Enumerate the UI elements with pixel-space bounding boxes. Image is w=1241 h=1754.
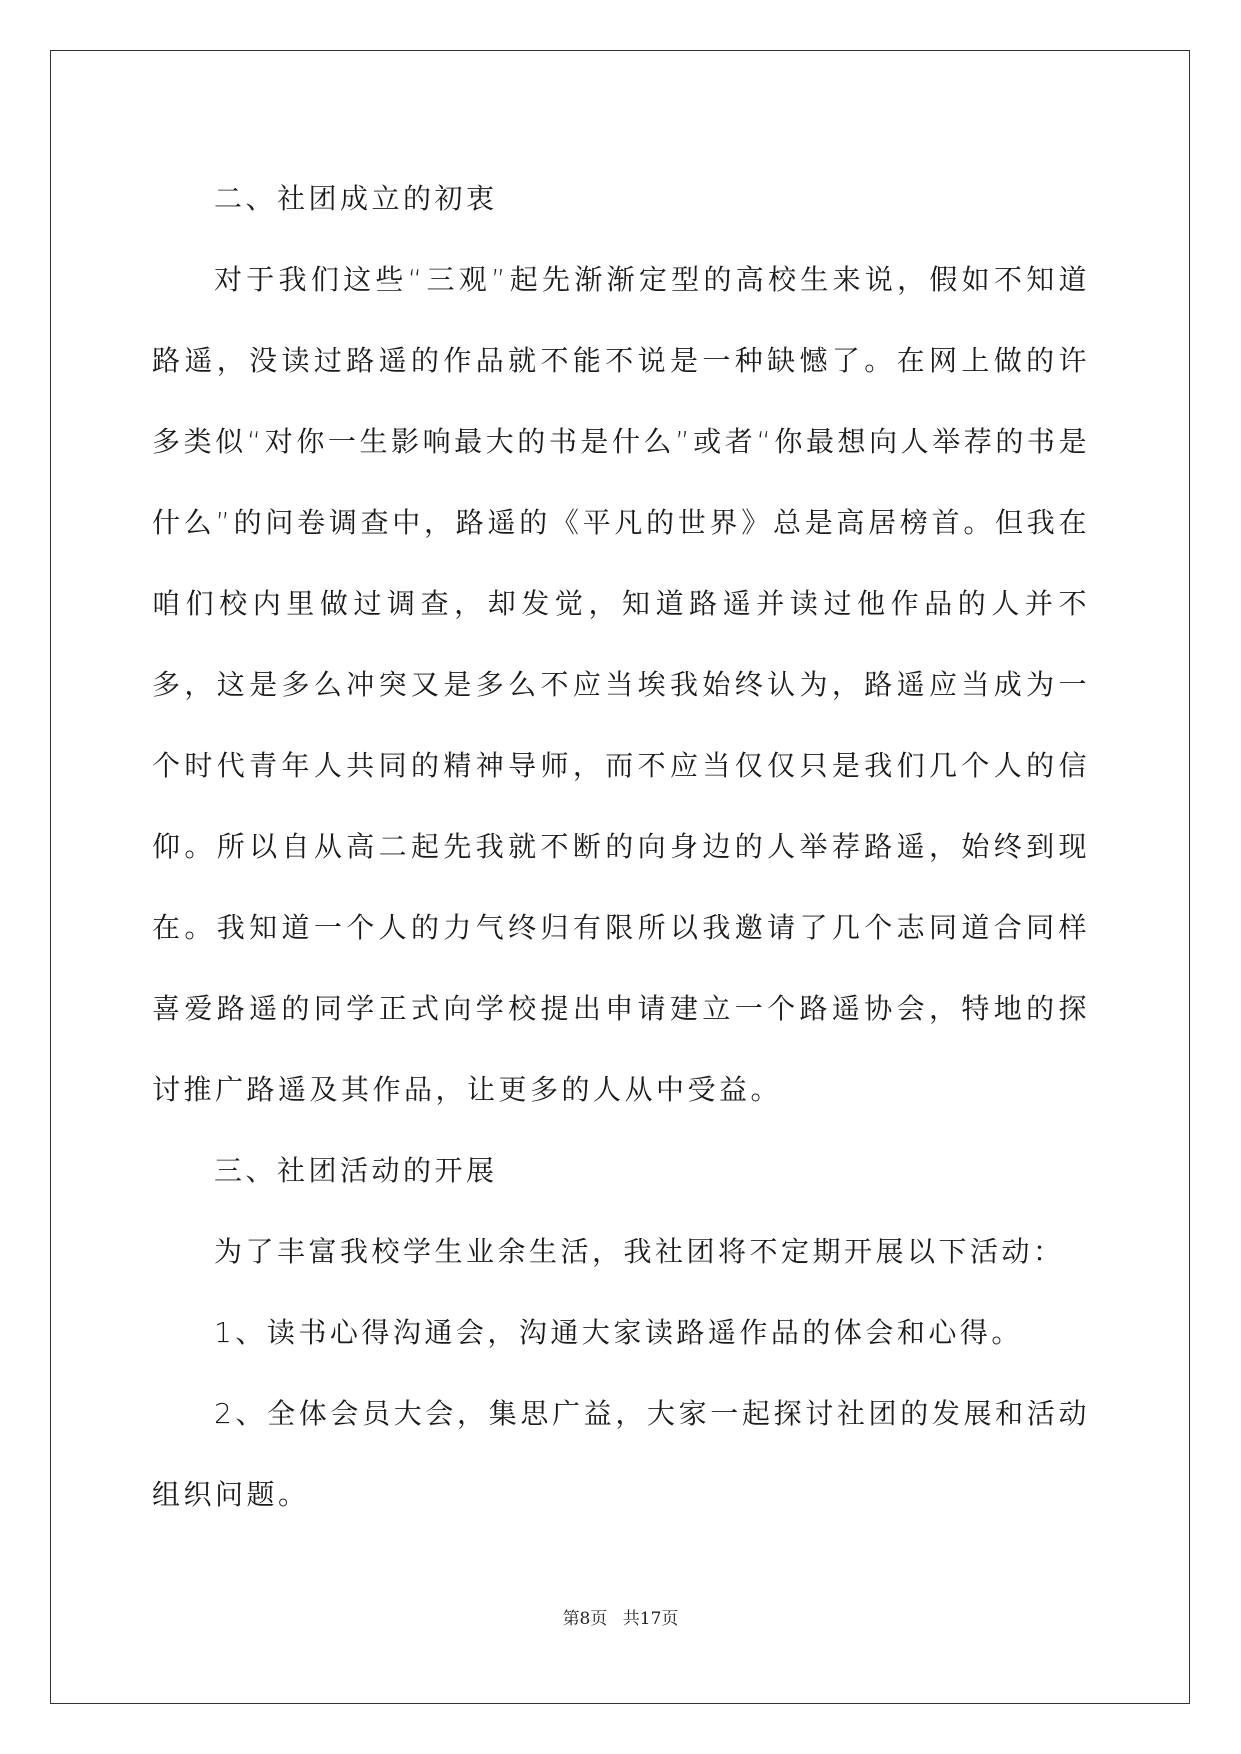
activity-item-1: 1、读书心得沟通会，沟通大家读路遥作品的体会和心得。 <box>214 1316 1023 1349</box>
body-paragraph-motivation: 对于我们这些“三观”起先渐渐定型的高校生来说，假如不知道路遥，没读过路遥的作品就不能不说是一种缺憾了。在网上做的许多类似“对你一生影响最大的书是什么”或者“你最想向人举荐的书是什么”的问卷调查中，路遥的《平凡的世界》总是高居榜首。但我在咱们校内里做过调查，却发觉，知道路遥并读过他作品的人并不多，这是多么冲突又是多么不应当埃我始终认为，路遥应当成为一个时代青年人共同的精神导师，而不应当仅仅只是我们几个人的信仰。所以自从高二起先我就不断的向身边的人举荐路遥，始终到现在。我知道一个人的力气终归有限所以我邀请了几个志同道合同样喜爱路遥的同学正式向学校提出申请建立一个路遥协会，特地的探讨推广路遥及其作品，让更多的人从中受益。 <box>152 263 1090 1106</box>
page-footer <box>0 1604 1241 1629</box>
activity-item-2: 2、全体会员大会，集思广益，大家一起探讨社团的发展和活动组织问题。 <box>152 1397 1090 1511</box>
page-total: 共17页 <box>622 1609 679 1629</box>
body-paragraph-activities-intro: 为了丰富我校学生业余生活，我社团将不定期开展以下活动： <box>214 1235 1065 1268</box>
section-heading-2: 二、社团成立的初衷 <box>214 182 498 215</box>
page-number: 第8页 <box>562 1609 608 1629</box>
document-body <box>152 158 1090 1535</box>
section-heading-3: 三、社团活动的开展 <box>214 1154 498 1187</box>
